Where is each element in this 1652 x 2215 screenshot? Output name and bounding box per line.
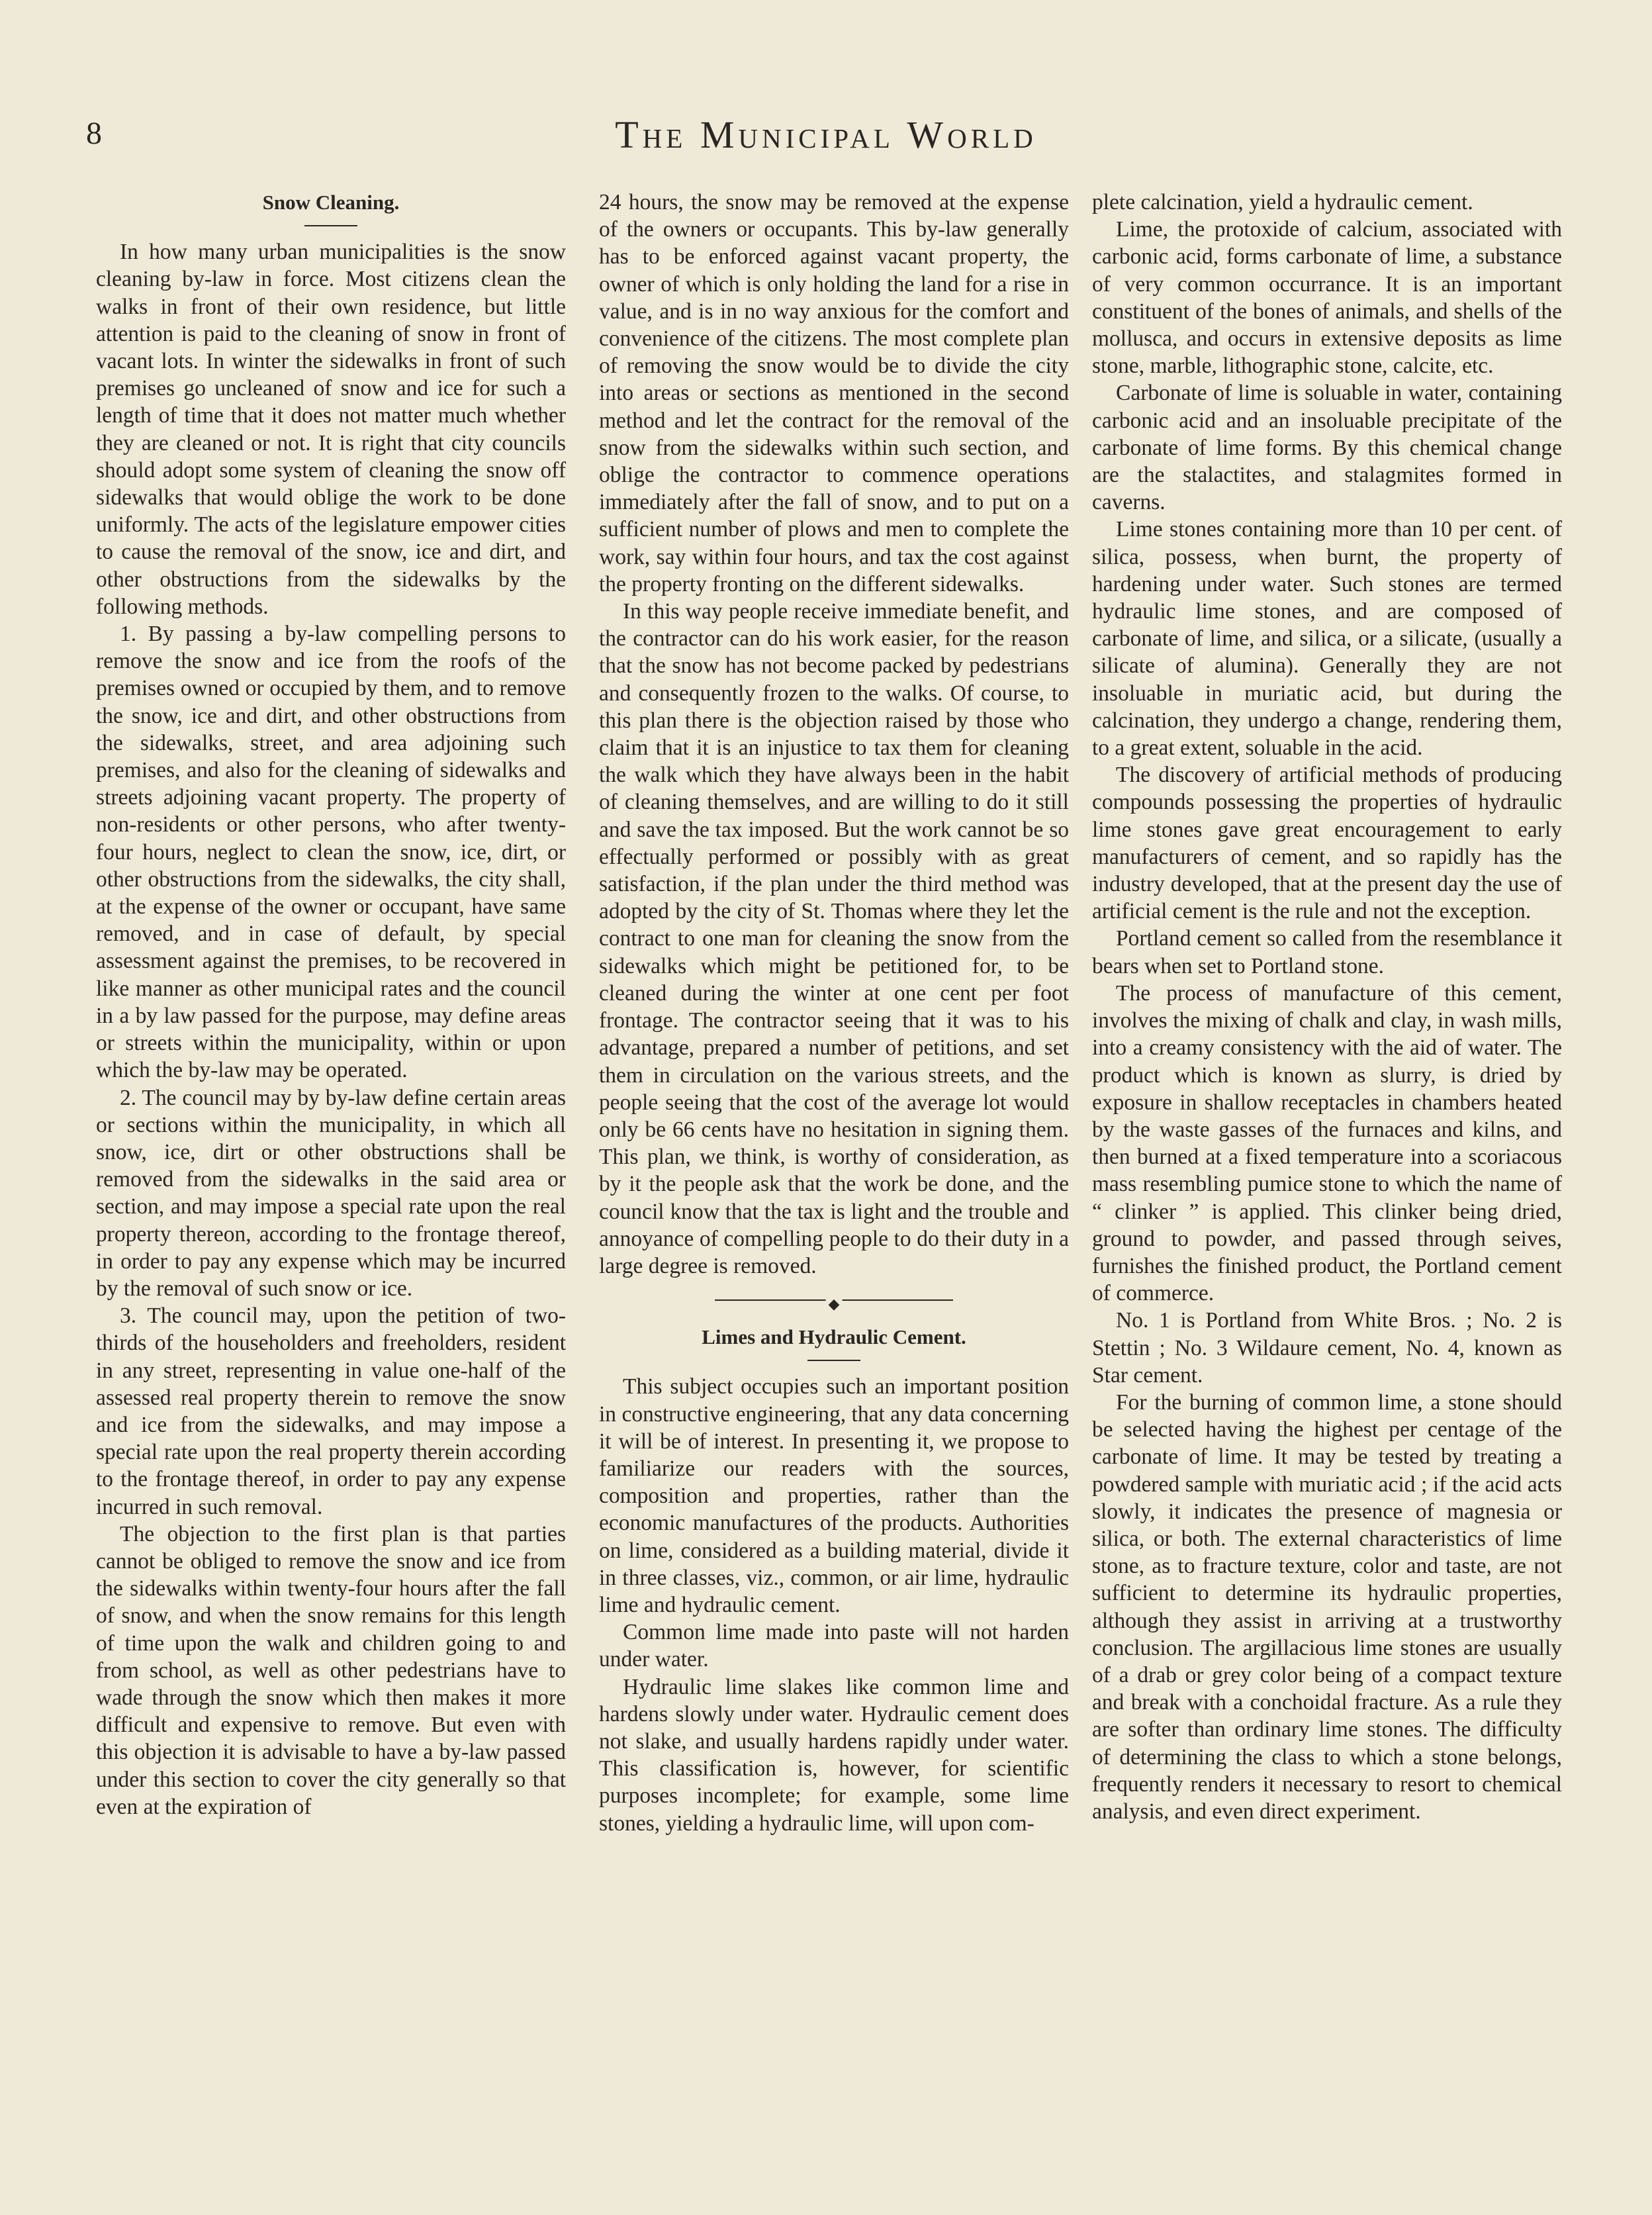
paragraph: The objection to the first plan is that parties cannot be obliged to remove the snow and ice from the sidewalks within twenty-four hours after the fall of snow, and when the snow remains for this length of time upon the walk and children going to and from school, as well as other pedestrians have to wade through the snow which then makes it more difficult and expensive to remove. But even with this objection it is advisable to have a by-law passed under this section to cover the city generally so that even at the expiration of [96, 1521, 566, 1819]
page-number: 8 [86, 116, 102, 151]
column-3 [1092, 189, 1562, 1825]
paragraph: In how many urban municipalities is the snow cleaning by-law in force. Most citizens clean the walks in front of their own residence, but little attention is paid to the cleaning of snow in front of vacant lots. In winter the sidewalks in front of such premises go uncleaned of snow and ice for such a length of time that it does not matter much whether they are cleaned or not. It is right that city councils should adopt some system of cleaning the snow off sidewalks that would oblige the work to be done uniformly. The acts of the legislature empower cities to cause the removal of the snow, ice and dirt, and other obstructions from the sidewalks by the following methods. [96, 240, 566, 619]
paragraph: This subject occupies such an important position in constructive engineering, that any data concerning it will be of interest. In presenting it, we propose to familiarize our readers with the sources, composition and properties, rather than the economic manufactures of the products. Authorities on lime, considered as a building material, divide it in three classes, viz., common, or air lime, hydraulic lime and hydraulic cement. [599, 1374, 1069, 1617]
paragraph: 1. By passing a by-law compelling persons to remove the snow and ice from the roofs of the premises owned or occupied by them, and to remove the snow, ice and dirt, and other obstructions from the sidewalks, street, and area adjoining such premises, and also for the cleaning of sidewalks and streets adjoining vacant property. The property of non-residents or other persons, who after twenty-four hours, neglect to clean the snow, ice, dirt, or other obstructions from the sidewalks, the city shall, at the expense of the owner or occupant, have same removed, and in case of default, by special assessment against the premises, to be recovered in like manner as other municipal rates and the council in a by law passed for the purpose, may define areas or streets within the municipality, within or upon which the by-law may be operated. [96, 622, 566, 1083]
paragraph: plete calcination, yield a hydraulic cement. [1092, 190, 1473, 214]
column-2 [599, 189, 1069, 1837]
paragraph: The discovery of artificial methods of producing compounds possessing the properties of hydraulic lime stones gave great encouragement to early manufacturers of cement, and so rapidly has the industry developed, that at the present day the use of artificial cement is the rule and not the exception. [1092, 763, 1562, 924]
paragraph: Portland cement so called from the resemblance it bears when set to Portland stone. [1092, 926, 1562, 978]
paragraph: Common lime made into paste will not harden under water. [599, 1620, 1069, 1672]
article-heading: Snow Cleaning. [262, 191, 400, 214]
paragraph: Hydraulic lime slakes like common lime and hardens slowly under water. Hydraulic cement does not slake, and usually hardens rapidly under water. This classification is, however, for scientific purposes incomplete; for example, some lime stones, yielding a hydraulic lime, will upon com- [599, 1674, 1069, 1836]
ornament-icon: ◆ [826, 1290, 843, 1317]
paragraph: The process of manufacture of this cement, involves the mixing of chalk and clay, in wash mills, into a creamy consistency with the aid of water. The product which is known as slurry, is dried by exposure in shallow receptacles in chambers heated by the waste gasses of the furnaces and kilns, and then burned at a fixed temperature into a scoriacous mass resembling pumice stone to which the name of “ clinker ” is applied. This clinker being dried, ground to powder, and passed through seives, furnishes the finished product, the Portland cement of commerce. [1092, 980, 1562, 1306]
paragraph: For the burning of common lime, a stone should be selected having the highest per centage of the carbonate of lime. It may be tested by treating a powdered sample with muriatic acid ; if the acid acts slowly, it indicates the presence of magnesia or silica, or both. The external characteristics of lime stone, as to fracture texture, color and taste, are not sufficient to determine its hydraulic properties, although they assist in arriving at a trustworthy conclusion. The argillacious lime stones are usually of a drab or grey color being of a compact texture and break with a conchoidal fracture. As a rule they are softer than ordinary lime stones. The difficulty of determining the class to which a stone belongs, frequently renders it necessary to resort to chemical analysis, and even direct experiment. [1092, 1390, 1562, 1824]
paragraph: Carbonate of lime is soluable in water, containing carbonic acid and an insoluable precipitate of the carbonate of lime forms. By this chemical change are the stalactites, and stalagmites formed in caverns. [1092, 381, 1562, 515]
column-1 [96, 189, 566, 1820]
paragraph: In this way people receive immediate benefit, and the contractor can do his work easier, for the reason that the snow has not become packed by pedestrians and consequently frozen to the walks. Of course, to this plan there is the objection raised by those who claim that it is an injustice to tax them for cleaning the walk which they have always been in the habit of cleaning themselves, and are willing to do it still and save the tax imposed. But the work cannot be so effectually performed or possibly with as great satisfaction, if the plan under the third method was adopted by the city of St. Thomas where they let the contract to one man for cleaning the snow from the sidewalks which might be petitioned for, to be cleaned during the winter at one cent per foot frontage. The contractor seeing that it was to his advantage, prepared a number of petitions, and set them in circulation on the various streets, and the people seeing that the cost of the average lot would only be 66 cents have no hesitation in signing them. This plan, we think, is worthy of consideration, as by it the people ask that the work be done, and the council know that the tax is light and the trouble and annoyance of compelling people to do their duty in a large degree is removed. [599, 599, 1069, 1278]
paragraph: No. 1 is Portland from White Bros. ; No. 2 is Stettin ; No. 3 Wildaure cement, No. 4, known as Star cement. [1092, 1308, 1562, 1388]
section-divider [715, 1296, 953, 1313]
paragraph: 24 hours, the snow may be removed at the expense of the owners or occupants. This by-law generally has to be enforced against vacant property, the owner of which is only holding the land for a rise in value, and is in no way anxious for the comfort and convenience of the citizens. The most complete plan of removing the snow would be to divide the city into areas or sections as mentioned in the second method and let the contract for the removal of the snow from the sidewalks within such section, and oblige the contractor to commence operations immediately after the fall of snow, and to put on a sufficient number of plows and men to complete the work, say within four hours, and tax the cost against the property fronting on the different sidewalks. [599, 190, 1069, 596]
heading-rule [304, 225, 357, 226]
paragraph: 2. The council may by by-law define certain areas or sections within the municipality, in which all snow, ice, dirt or other obstructions shall be removed from the sidewalks in the said area or section, and may impose a special rate upon the real property thereon, according to the frontage thereof, in order to pay any expense which may be incurred by the removal of such snow or ice. [96, 1085, 566, 1301]
paragraph: Lime, the protoxide of calcium, associated with carbonic acid, forms carbonate of lime, a substance of very common occurrance. It is an important constituent of the bones of animals, and shells of the mollusca, and occurs in extensive deposits as lime stone, marble, lithographic stone, calcite, etc. [1092, 217, 1562, 379]
heading-rule [807, 1360, 860, 1361]
page-header [86, 113, 1566, 165]
running-title: The Municipal World [615, 113, 1037, 156]
article-heading: Limes and Hydraulic Cement. [702, 1325, 966, 1349]
paragraph: 3. The council may, upon the petition of two-thirds of the householders and freeholders, resident in any street, representing in value one-half of the assessed real property therein to remove the snow and ice from the sidewalks, and may impose a special rate upon the real property therein according to the frontage thereof, in order to pay any expense incurred in such removal. [96, 1303, 566, 1519]
paragraph: Lime stones containing more than 10 per cent. of silica, possess, when burnt, the property of hardening under water. Such stones are termed hydraulic lime stones, and are composed of carbonate of lime, and silica, or a silicate, (usually a silicate of alumina). Generally they are not insoluable in muriatic acid, but during the calcination, they undergo a change, rendering them, to a great extent, soluable in the acid. [1092, 517, 1562, 761]
